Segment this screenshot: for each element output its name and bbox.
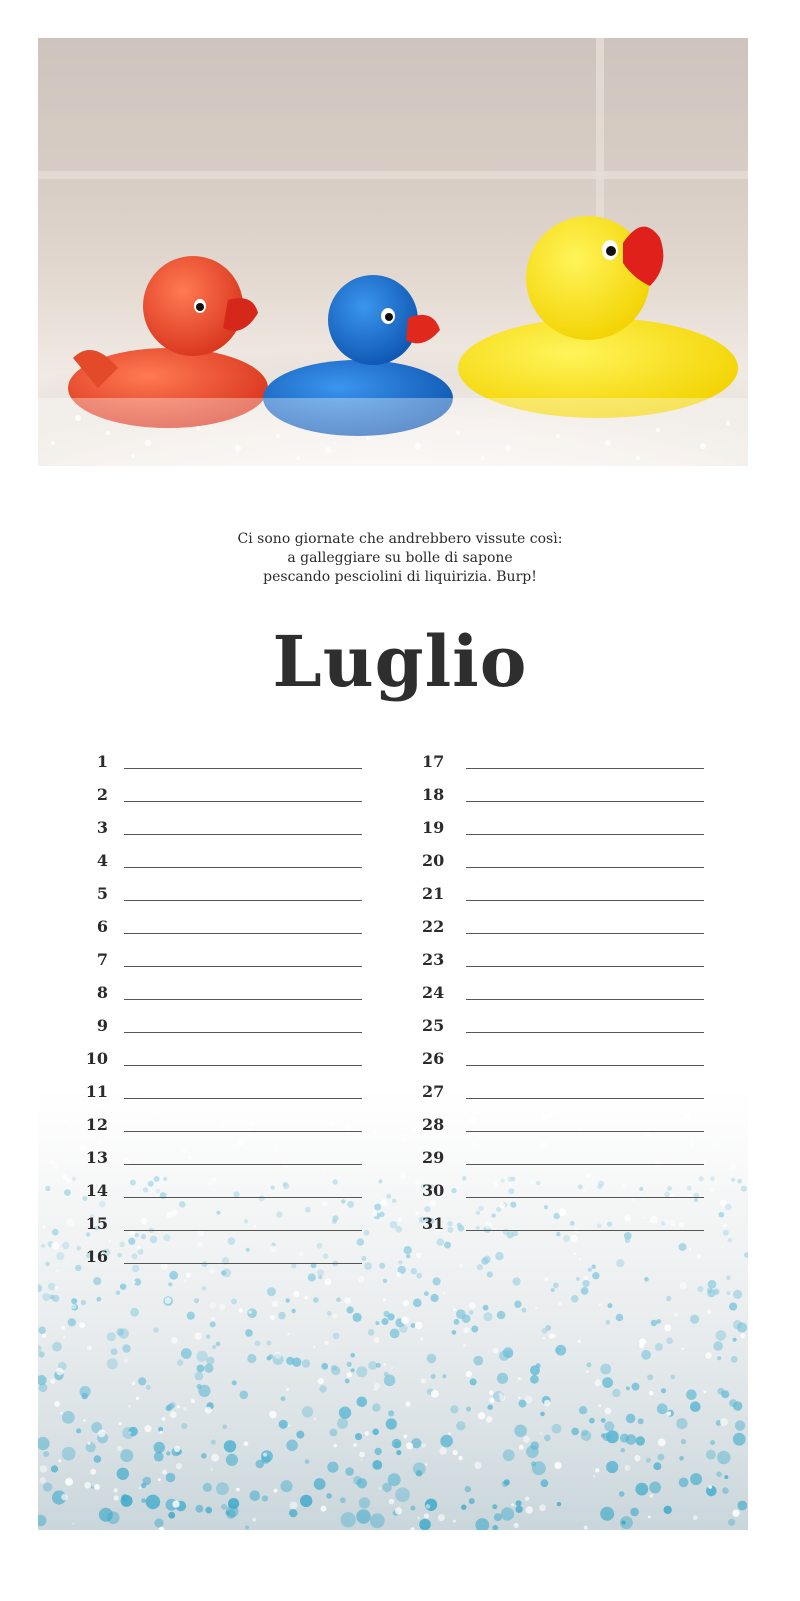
day-number: 28 [422, 1115, 445, 1134]
day-number: 6 [96, 917, 108, 936]
write-line[interactable] [466, 801, 704, 802]
day-row [82, 752, 402, 785]
write-line[interactable] [124, 999, 362, 1000]
day-number: 19 [422, 818, 445, 837]
write-line[interactable] [466, 1230, 704, 1231]
day-row [82, 1049, 402, 1082]
day-number: 20 [422, 851, 445, 870]
day-number: 14 [85, 1181, 108, 1200]
write-line[interactable] [124, 1164, 362, 1165]
day-number: 5 [96, 884, 108, 903]
month-title: Luglio [272, 620, 528, 703]
day-number: 26 [422, 1049, 445, 1068]
write-line[interactable] [466, 1131, 704, 1132]
write-line[interactable] [124, 1197, 362, 1198]
day-row [82, 1115, 402, 1148]
day-number: 10 [85, 1049, 108, 1068]
quote-line: Ci sono giornate che andrebbero vissute così: [237, 531, 563, 547]
day-number: 21 [422, 884, 445, 903]
day-number: 29 [422, 1148, 445, 1167]
day-row [82, 1016, 402, 1049]
write-line[interactable] [466, 1197, 704, 1198]
write-line[interactable] [466, 966, 704, 967]
day-number: 25 [422, 1016, 445, 1035]
write-line[interactable] [124, 801, 362, 802]
day-number: 15 [85, 1214, 108, 1233]
day-number: 30 [422, 1181, 445, 1200]
day-number: 13 [85, 1148, 108, 1167]
quote-line: a galleggiare su bolle di sapone [287, 550, 513, 566]
day-number: 9 [96, 1016, 108, 1035]
quote-line: pescando pesciolini di liquirizia. Burp! [263, 569, 537, 585]
day-row [422, 818, 742, 851]
write-line[interactable] [124, 966, 362, 967]
day-row [82, 1082, 402, 1115]
day-row [82, 785, 402, 818]
write-line[interactable] [466, 1032, 704, 1033]
write-line[interactable] [124, 1098, 362, 1099]
day-number: 16 [85, 1247, 108, 1266]
day-number: 31 [422, 1214, 445, 1233]
day-number: 18 [422, 785, 445, 804]
write-line[interactable] [466, 933, 704, 934]
write-line[interactable] [466, 768, 704, 769]
day-row [422, 884, 742, 917]
day-number: 8 [96, 983, 108, 1002]
day-row [82, 950, 402, 983]
days-column-right [422, 752, 742, 1247]
day-row [422, 1049, 742, 1082]
write-line[interactable] [466, 1164, 704, 1165]
day-row [82, 818, 402, 851]
day-number: 1 [96, 752, 108, 771]
day-number: 7 [96, 950, 108, 969]
day-number: 12 [85, 1115, 108, 1134]
day-number: 24 [422, 983, 445, 1002]
day-row [422, 1148, 742, 1181]
day-number: 3 [96, 818, 108, 837]
day-row [82, 851, 402, 884]
day-row [422, 752, 742, 785]
write-line[interactable] [466, 867, 704, 868]
day-number: 2 [96, 785, 108, 804]
write-line[interactable] [124, 1263, 362, 1264]
write-line[interactable] [124, 1032, 362, 1033]
write-line[interactable] [466, 834, 704, 835]
write-line[interactable] [466, 1065, 704, 1066]
day-row [82, 884, 402, 917]
write-line[interactable] [466, 900, 704, 901]
day-number: 23 [422, 950, 445, 969]
day-number: 4 [96, 851, 108, 870]
day-row [422, 1214, 742, 1247]
day-row [82, 1214, 402, 1247]
day-row [82, 917, 402, 950]
day-row [82, 1247, 402, 1280]
day-row [422, 785, 742, 818]
day-row [422, 1181, 742, 1214]
day-row [422, 950, 742, 983]
day-row [422, 917, 742, 950]
write-line[interactable] [124, 1065, 362, 1066]
day-number: 17 [422, 752, 445, 771]
day-number: 11 [85, 1082, 108, 1101]
write-line[interactable] [466, 999, 704, 1000]
day-row [82, 983, 402, 1016]
day-row [422, 1115, 742, 1148]
day-row [82, 1181, 402, 1214]
day-row [82, 1148, 402, 1181]
write-line[interactable] [124, 867, 362, 868]
write-line[interactable] [124, 768, 362, 769]
day-number: 27 [422, 1082, 445, 1101]
write-line[interactable] [124, 933, 362, 934]
day-row [422, 983, 742, 1016]
day-row [422, 1082, 742, 1115]
days-column-left [82, 752, 402, 1280]
write-line[interactable] [466, 1098, 704, 1099]
write-line[interactable] [124, 834, 362, 835]
write-line[interactable] [124, 1230, 362, 1231]
write-line[interactable] [124, 900, 362, 901]
day-row [422, 1016, 742, 1049]
day-row [422, 851, 742, 884]
day-number: 22 [422, 917, 445, 936]
write-line[interactable] [124, 1131, 362, 1132]
